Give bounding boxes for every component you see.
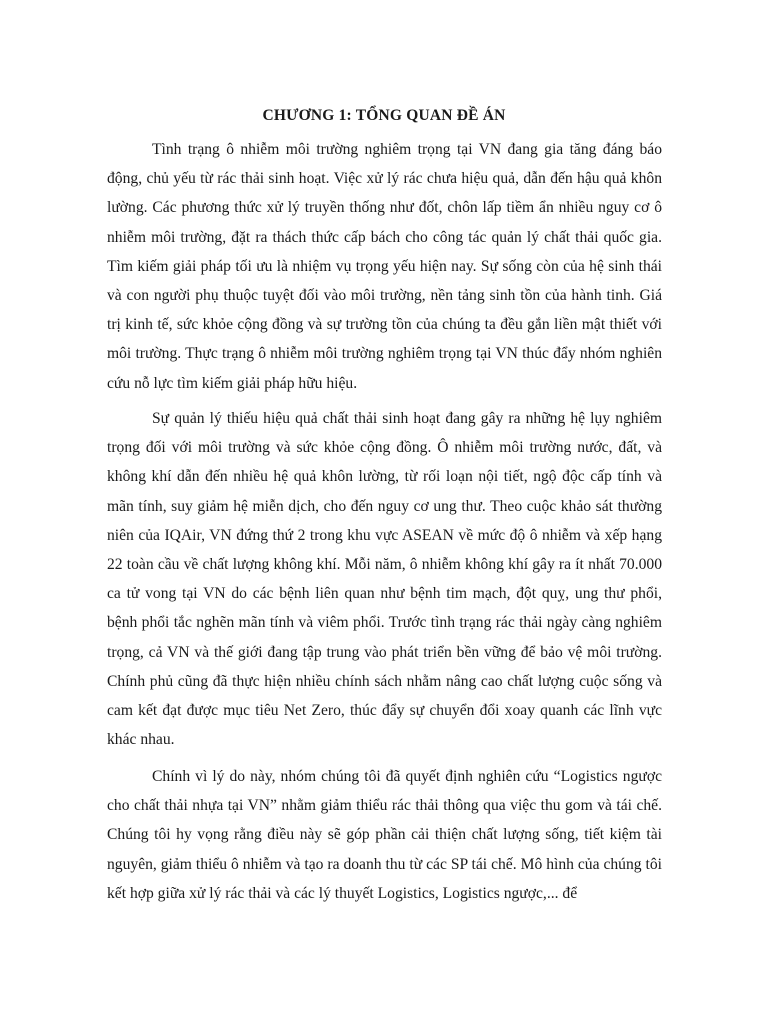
- chapter-title: CHƯƠNG 1: TỔNG QUAN ĐỀ ÁN: [262, 107, 506, 124]
- paragraph-2: Sự quản lý thiếu hiệu quả chất thải sinh hoạt đang gây ra những hệ lụy nghiêm trọng đối với môi trường và sức khỏe cộng đồng. Ô nhiễm môi trường nước, đất, và không khí dẫn đến nhiều hệ quả khôn lường, từ rối loạn nội tiết, ngộ độc cấp tính và mãn tính, suy giảm hệ miễn dịch, cho đến nguy cơ ung thư. Theo cuộc khảo sát thường niên của IQAir, VN đứng thứ 2 trong khu vực ASEAN về mức độ ô nhiễm và xếp hạng 22 toàn cầu về chất lượng không khí. Mỗi năm, ô nhiễm không khí gây ra ít nhất 70.000 ca tử vong tại VN do các bệnh liên quan như bệnh tim mạch, đột quỵ, ung thư phổi, bệnh phổi tắc nghẽn mãn tính và viêm phổi. Trước tình trạng rác thải ngày càng nghiêm trọng, cả VN và thế giới đang tập trung vào phát triển bền vững để bảo vệ môi trường. Chính phủ cũng đã thực hiện nhiều chính sách nhằm nâng cao chất lượng cuộc sống và cam kết đạt được mục tiêu Net Zero, thúc đẩy sự chuyển đổi xoay quanh các lĩnh vực khác nhau.: [107, 410, 662, 749]
- paragraph-1: Tình trạng ô nhiễm môi trường nghiêm trọng tại VN đang gia tăng đáng báo động, chủ yếu từ rác thải sinh hoạt. Việc xử lý rác chưa hiệu quả, dẫn đến hậu quả khôn lường. Các phương thức xử lý truyền thống như đốt, chôn lấp tiềm ẩn nhiều nguy cơ ô nhiễm môi trường, đặt ra thách thức cấp bách cho công tác quản lý chất thải quốc gia. Tìm kiếm giải pháp tối ưu là nhiệm vụ trọng yếu hiện nay. Sự sống còn của hệ sinh thái và con người phụ thuộc tuyệt đối vào môi trường, nền tảng sinh tồn của hành tinh. Giá trị kinh tế, sức khỏe cộng đồng và sự trường tồn của chúng ta đều gắn liền mật thiết với môi trường. Thực trạng ô nhiễm môi trường nghiêm trọng tại VN thúc đẩy nhóm nghiên cứu nỗ lực tìm kiếm giải pháp hữu hiệu.: [107, 141, 662, 392]
- paragraph-3: Chính vì lý do này, nhóm chúng tôi đã quyết định nghiên cứu “Logistics ngược cho chất thải nhựa tại VN” nhằm giảm thiểu rác thải thông qua việc thu gom và tái chế. Chúng tôi hy vọng rằng điều này sẽ góp phần cải thiện chất lượng sống, tiết kiệm tài nguyên, giảm thiểu ô nhiễm và tạo ra doanh thu từ các SP tái chế. Mô hình của chúng tôi kết hợp giữa xử lý rác thải và các lý thuyết Logistics, Logistics ngược,... để: [107, 768, 662, 902]
